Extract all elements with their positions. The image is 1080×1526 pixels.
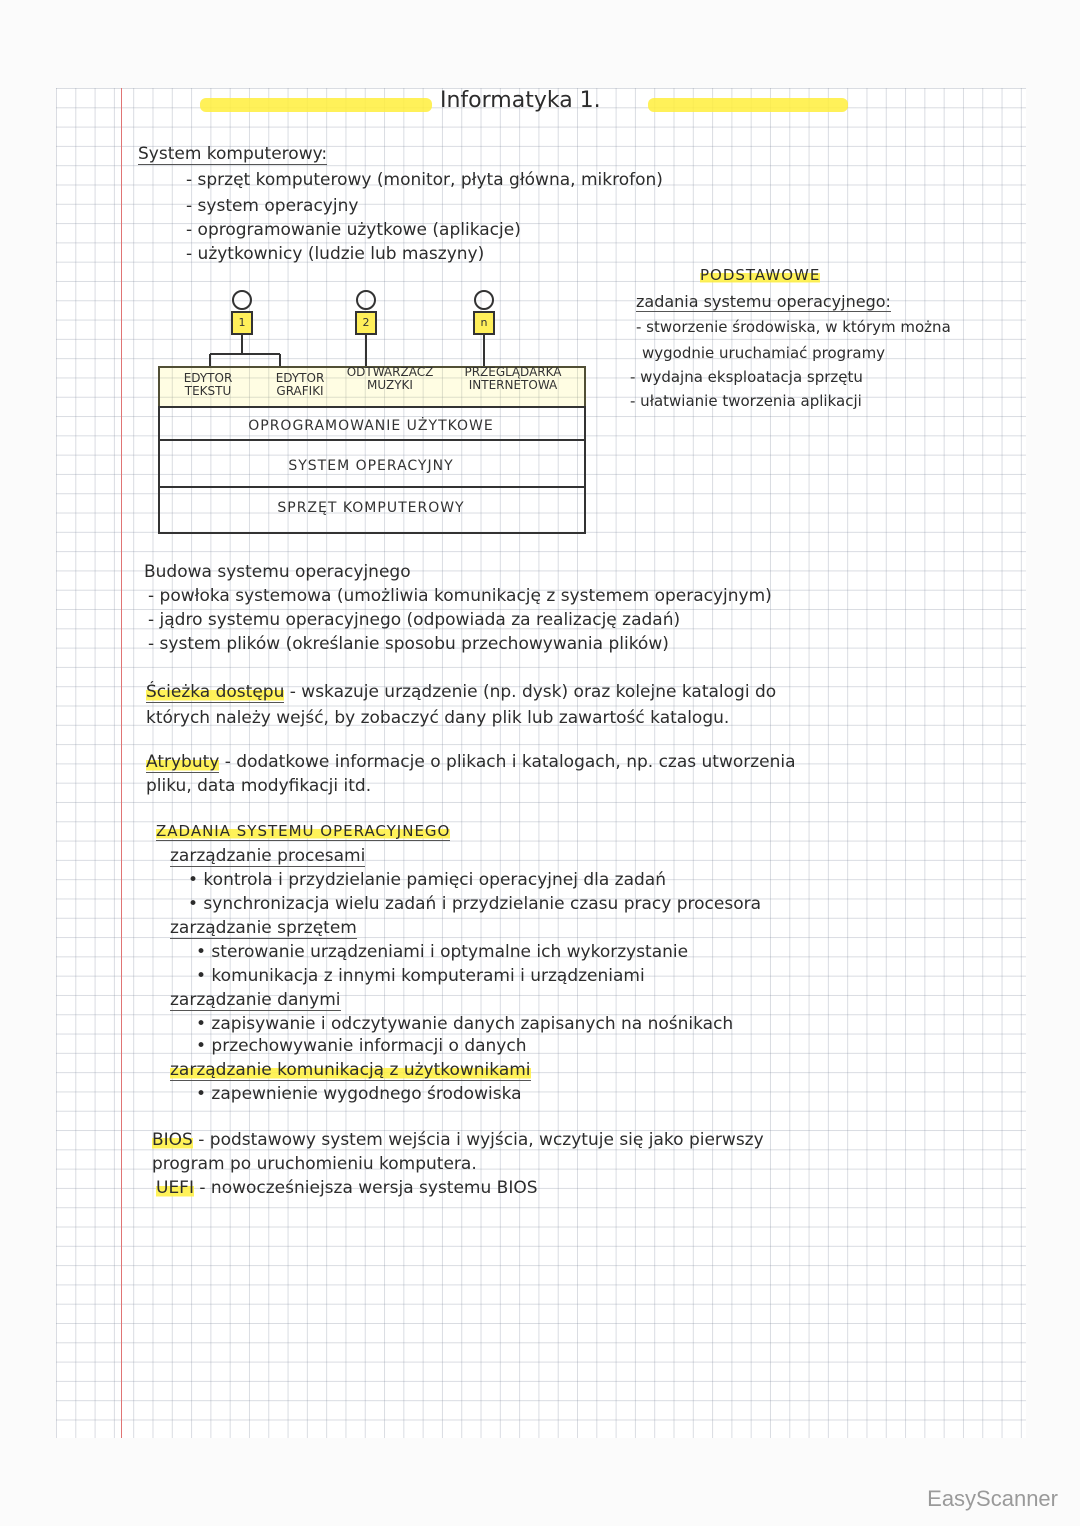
basic-task-item: - ułatwianie tworzenia aplikacji — [630, 392, 862, 410]
page-title: Informatyka 1. — [440, 88, 601, 113]
basic-task-item: wygodnie uruchamiać programy — [642, 344, 886, 362]
attributes-definition-cont: pliku, data modyfikacji itd. — [146, 776, 372, 796]
uefi-term: UEFI — [156, 1178, 194, 1198]
user-label: n — [480, 316, 488, 329]
layer-label: SPRZĘT KOMPUTEROWY — [277, 500, 465, 516]
path-definition-cont: których należy wejść, by zobaczyć dany plik lub zawartość katalogu. — [146, 708, 730, 728]
layer-label: SYSTEM OPERACYJNY — [288, 458, 454, 474]
task-item: • przechowywanie informacji o danych — [196, 1036, 527, 1056]
basic-tasks-label: PODSTAWOWE — [700, 266, 821, 284]
task-item: • zapewnienie wygodnego środowiska — [196, 1084, 522, 1104]
task-item: • kontrola i przydzielanie pamięci operacyjnej dla zadań — [188, 870, 666, 890]
layer-divider — [158, 406, 584, 408]
basic-task-item: - stworzenie środowiska, w którym można — [636, 318, 951, 336]
system-item: - sprzęt komputerowy (monitor, płyta główna, mikrofon) — [186, 170, 663, 190]
basic-tasks-heading: zadania systemu operacyjnego: — [636, 292, 891, 311]
task-item: • synchronizacja wielu zadań i przydzielanie czasu pracy procesora — [188, 894, 762, 914]
system-item: - system operacyjny — [186, 196, 359, 216]
title-highlight-left — [200, 98, 432, 112]
app-label: ODTWARZACZ MUZYKI — [346, 365, 434, 392]
user-label: 2 — [362, 316, 370, 329]
system-layers-diagram — [158, 286, 588, 534]
task-item: • zapisywanie i odczytywanie danych zapisanych na nośnikach — [196, 1014, 734, 1034]
system-item: - oprogramowanie użytkowe (aplikacje) — [186, 220, 521, 240]
uefi-definition: UEFI - nowocześniejsza wersja systemu BIOS — [156, 1178, 538, 1198]
scanner-watermark: EasyScanner — [927, 1486, 1058, 1511]
task-group: zarządzanie komunikacją z użytkownikami — [170, 1060, 531, 1080]
path-definition: Ścieżka dostępu - wskazuje urządzenie (np. dysk) oraz kolejne katalogi do — [146, 682, 777, 702]
user-label: 1 — [238, 316, 246, 329]
attributes-definition: Atrybuty - dodatkowe informacje o plikach i katalogach, np. czas utworzenia — [146, 752, 796, 772]
app-label: EDYTOR TEKSTU — [183, 371, 233, 398]
structure-heading: Budowa systemu operacyjnego — [144, 562, 411, 582]
margin-line — [121, 88, 122, 1438]
task-group: zarządzanie procesami — [170, 846, 366, 866]
task-group: zarządzanie danymi — [170, 990, 341, 1010]
layer-divider — [158, 486, 584, 488]
task-group: zarządzanie sprzętem — [170, 918, 357, 938]
app-label: PRZEGLĄDARKA INTERNETOWA — [464, 365, 562, 392]
app-label: EDYTOR GRAFIKI — [275, 371, 325, 398]
bios-term: BIOS — [152, 1130, 193, 1150]
path-term: Ścieżka dostępu — [146, 682, 285, 702]
title-highlight-right — [648, 98, 848, 112]
bios-definition-cont: program po uruchomieniu komputera. — [152, 1154, 477, 1174]
bios-definition: BIOS - podstawowy system wejścia i wyjścia, wczytuje się jako pierwszy — [152, 1130, 764, 1150]
task-item: • sterowanie urządzeniami i optymalne ich wykorzystanie — [196, 942, 689, 962]
layer-label: OPROGRAMOWANIE UŻYTKOWE — [248, 418, 494, 434]
basic-task-item: - wydajna eksploatacja sprzętu — [630, 368, 863, 386]
attributes-term: Atrybuty — [146, 752, 220, 772]
structure-item: - system plików (określanie sposobu przechowywania plików) — [148, 634, 669, 654]
structure-item: - powłoka systemowa (umożliwia komunikację z systemem operacyjnym) — [148, 586, 772, 606]
system-item: - użytkownicy (ludzie lub maszyny) — [186, 244, 485, 264]
layer-divider — [158, 439, 584, 441]
task-item: • komunikacja z innymi komputerami i urządzeniami — [196, 966, 645, 986]
structure-item: - jądro systemu operacyjnego (odpowiada za realizację zadań) — [148, 610, 681, 630]
system-heading: System komputerowy: — [138, 144, 328, 164]
tasks-heading: ZADANIA SYSTEMU OPERACYJNEGO — [156, 822, 451, 840]
